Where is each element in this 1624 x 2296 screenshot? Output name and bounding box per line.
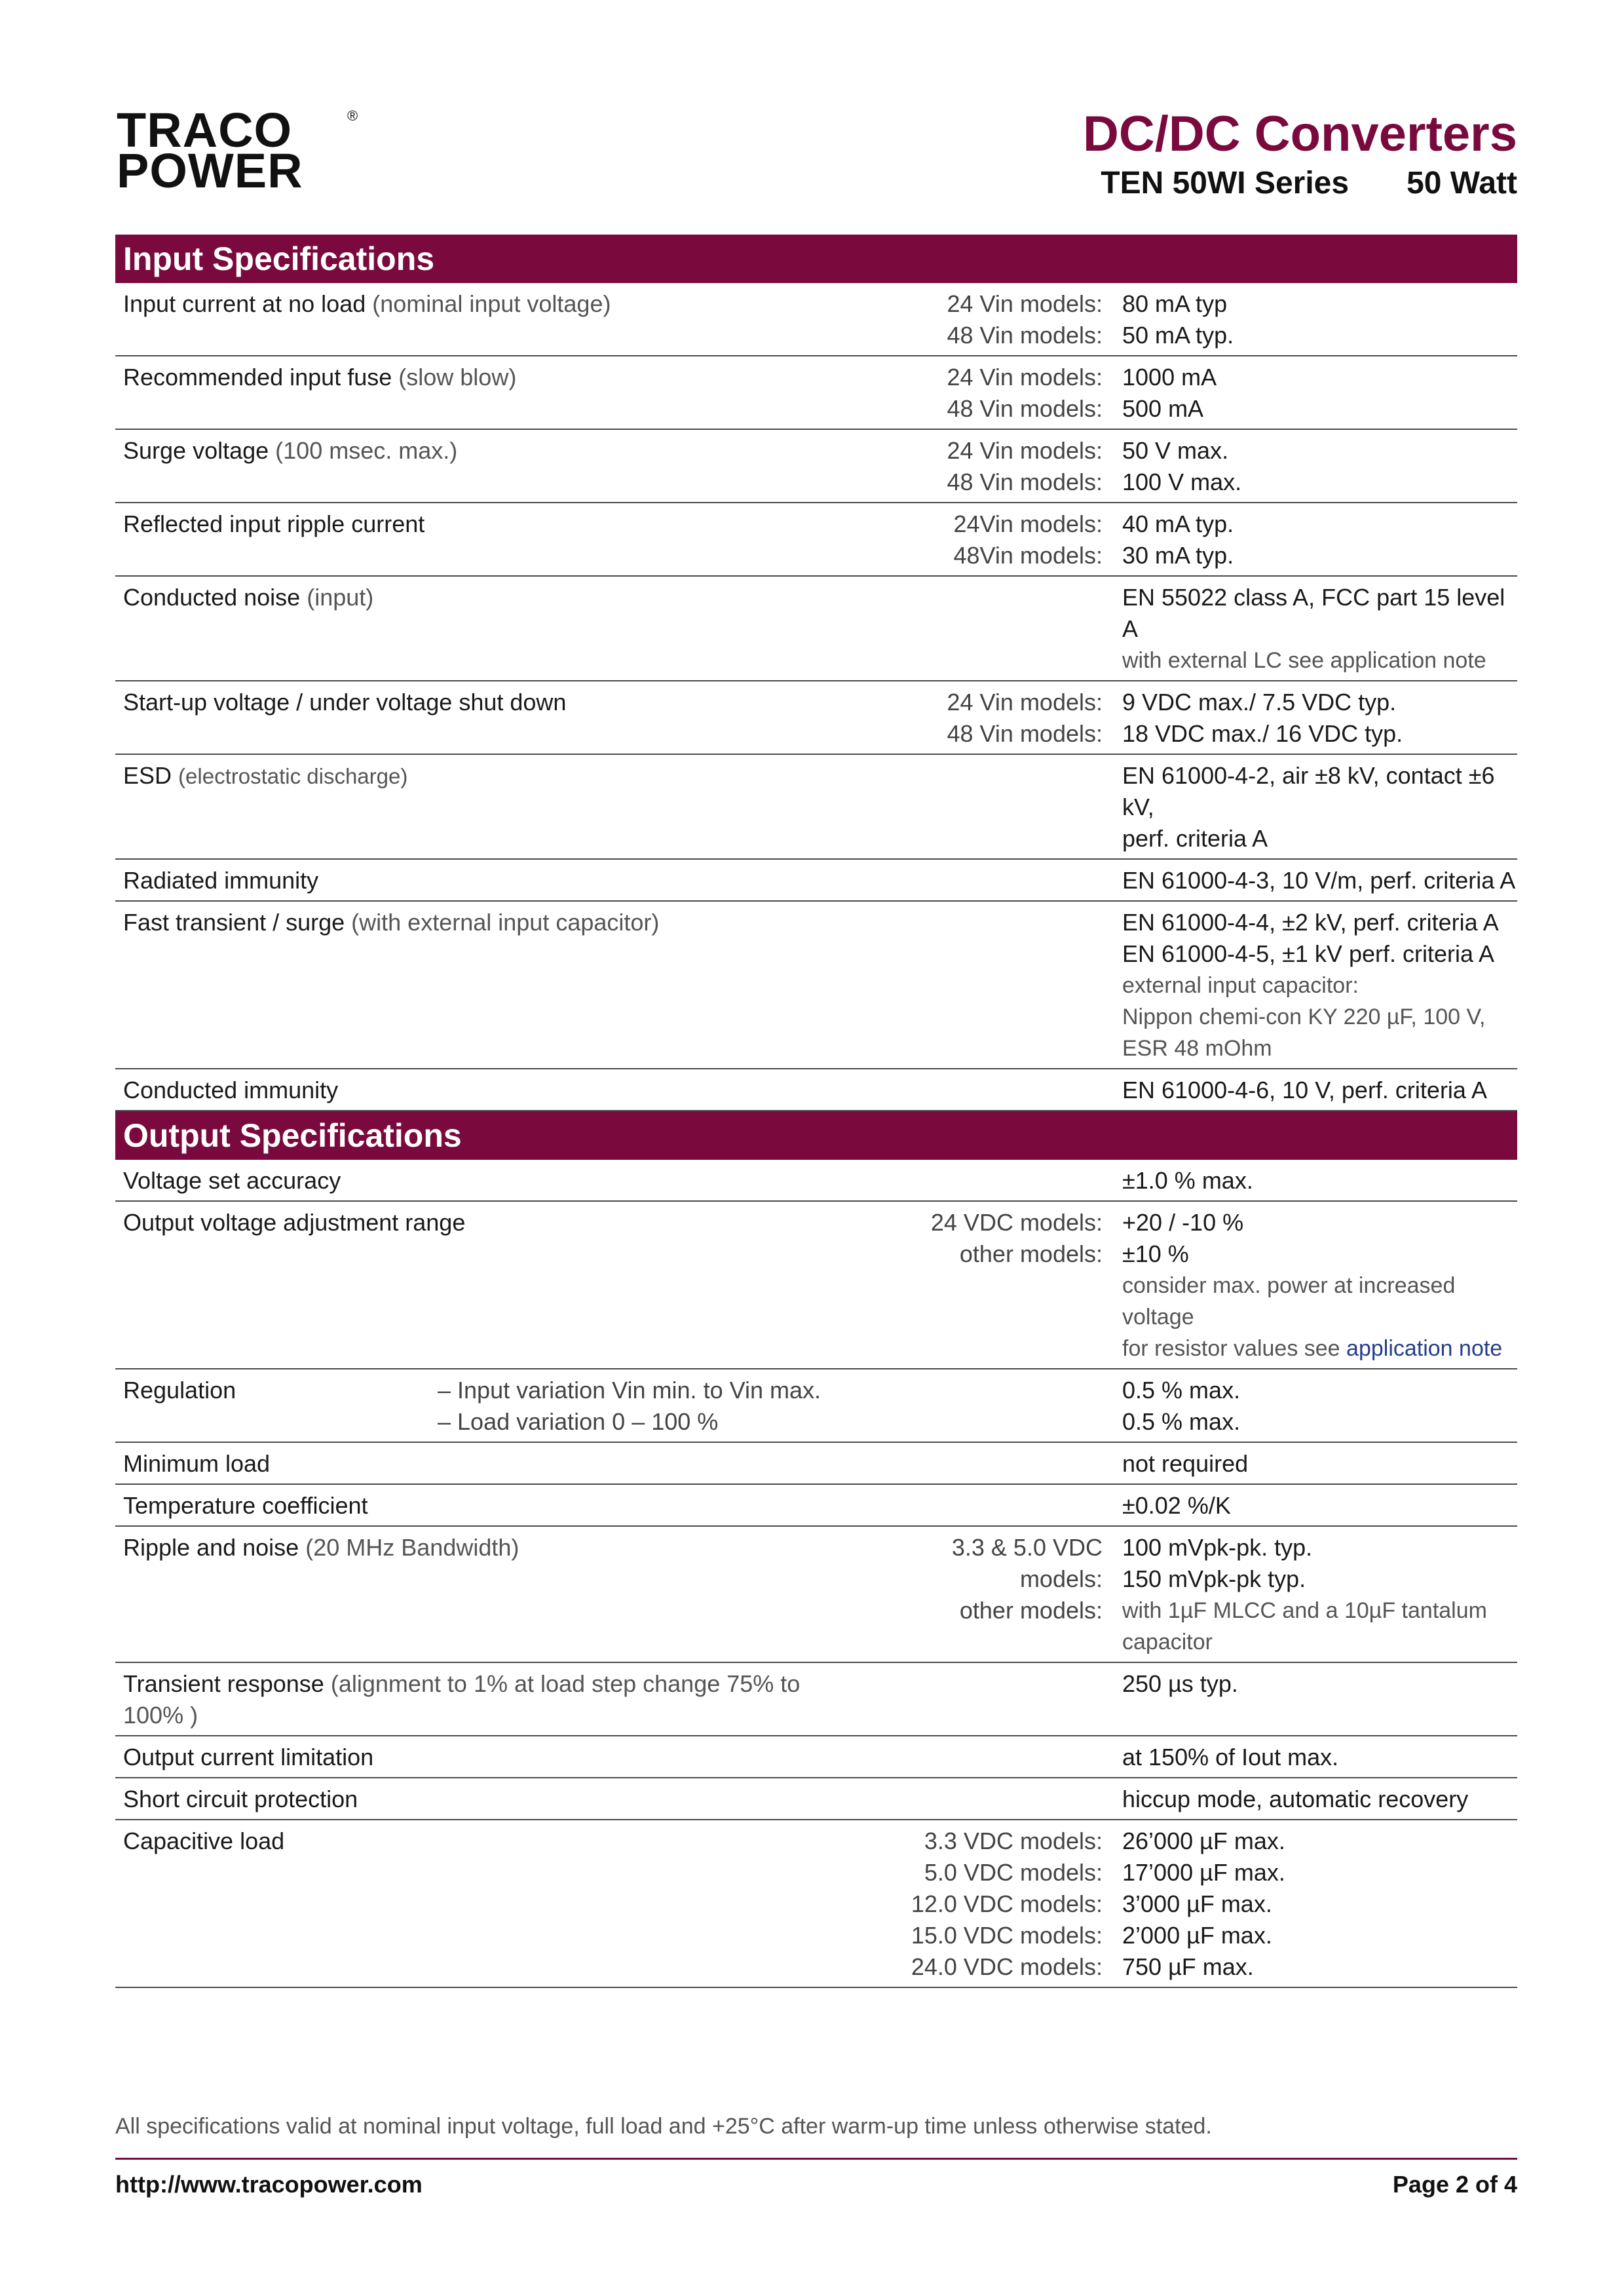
- spec-value: [1103, 760, 1517, 854]
- value-line: 9 VDC max./ 7.5 VDC typ.: [1122, 689, 1397, 716]
- value-line: 50 mA typ.: [1122, 322, 1234, 349]
- parameter-name: ESD: [123, 762, 172, 789]
- parameter-name: Surge voltage: [123, 437, 269, 464]
- parameter-name: Start-up voltage / under voltage shut down: [123, 689, 567, 716]
- condition-label: other models:: [959, 1597, 1103, 1624]
- spec-row: [115, 1160, 1517, 1202]
- spec-row: [115, 1369, 1517, 1443]
- value-note: with external LC see application note: [1122, 648, 1486, 673]
- spec-condition: [863, 362, 1103, 425]
- spec-parameter: [115, 687, 863, 750]
- condition-label: 24 VDC models:: [930, 1209, 1103, 1236]
- value-line: 26’000 µF max.: [1122, 1827, 1285, 1854]
- parameter-name: Ripple and noise: [123, 1534, 299, 1561]
- spec-value: [1103, 1742, 1517, 1773]
- parameter-note: (100 msec. max.): [275, 437, 458, 464]
- spec-value: [1103, 1165, 1517, 1196]
- parameter-name: Voltage set accuracy: [123, 1167, 341, 1194]
- spec-value: [1103, 435, 1517, 498]
- input-spec-rows: [115, 283, 1517, 1111]
- value-line: 750 µF max.: [1122, 1953, 1254, 1980]
- traco-power-logo: [117, 103, 358, 198]
- spec-row: [115, 1443, 1517, 1485]
- spec-condition: [863, 1075, 1103, 1106]
- parameter-name: Minimum load: [123, 1450, 271, 1477]
- spec-row: [115, 430, 1517, 503]
- condition-label: 15.0 VDC models:: [911, 1922, 1103, 1949]
- spec-condition: [863, 1532, 1103, 1658]
- condition-label: 24 Vin models:: [947, 290, 1103, 317]
- spec-condition: [863, 1207, 1103, 1364]
- application-note-link[interactable]: application note: [1346, 1336, 1503, 1361]
- spec-condition: [863, 865, 1103, 896]
- spec-value: [1103, 508, 1517, 571]
- condition-label: 5.0 VDC models:: [924, 1859, 1103, 1886]
- spec-condition: [863, 907, 1103, 1064]
- spec-parameter: [115, 362, 863, 425]
- spec-row: [115, 1069, 1517, 1111]
- spec-parameter: [115, 1668, 863, 1731]
- spec-row: [115, 1485, 1517, 1527]
- spec-condition: [863, 1826, 1103, 1983]
- spec-row: [115, 1736, 1517, 1778]
- spec-condition: [863, 435, 1103, 498]
- regulation-conditions: [438, 1375, 1103, 1438]
- condition-label: 24 Vin models:: [947, 437, 1103, 464]
- footer-divider: [115, 2158, 1517, 2160]
- footnote: All specifications valid at nominal input voltage, full load and +25°C after warm-up time unless otherwise stated.: [115, 2114, 1212, 2139]
- value-line: ±10 %: [1122, 1240, 1189, 1267]
- value-line: EN 61000-4-3, 10 V/m, perf. criteria A: [1122, 867, 1516, 894]
- spec-condition: [863, 1784, 1103, 1815]
- value-line: EN 61000-4-5, ±1 kV perf. criteria A: [1122, 940, 1495, 967]
- logo-line-1: TRACO: [117, 103, 293, 157]
- spec-condition: [863, 1448, 1103, 1480]
- spec-parameter: [115, 1784, 863, 1815]
- parameter-name: Temperature coefficient: [123, 1492, 368, 1519]
- value-line: ±1.0 % max.: [1122, 1167, 1253, 1194]
- value-line: 3’000 µF max.: [1122, 1890, 1272, 1917]
- regulation-condition: – Load variation 0 – 100 %: [438, 1408, 719, 1435]
- value-line: hiccup mode, automatic recovery: [1122, 1786, 1469, 1812]
- spec-parameter: [115, 1826, 863, 1983]
- spec-condition: [863, 687, 1103, 750]
- parameter-note: (slow blow): [398, 364, 517, 391]
- spec-value: [1103, 1375, 1517, 1438]
- value-note: consider max. power at increased voltage: [1122, 1273, 1456, 1330]
- spec-row: [115, 356, 1517, 430]
- spec-row: [115, 503, 1517, 577]
- parameter-name: Short circuit protection: [123, 1786, 358, 1812]
- value-line: +20 / -10 %: [1122, 1209, 1244, 1236]
- spec-value: [1103, 865, 1517, 896]
- section-heading-output: Output Specifications: [115, 1111, 1517, 1160]
- value-line: 100 mVpk-pk. typ.: [1122, 1534, 1313, 1561]
- spec-value: [1103, 1826, 1517, 1983]
- spec-value: [1103, 1668, 1517, 1731]
- parameter-name: Capacitive load: [123, 1827, 285, 1854]
- spec-value: [1103, 288, 1517, 351]
- value-line: at 150% of Iout max.: [1122, 1744, 1339, 1770]
- parameter-name: Output current limitation: [123, 1744, 374, 1770]
- spec-parameter: [115, 865, 863, 896]
- value-note: with 1µF MLCC and a 10µF tantalum capacitor: [1122, 1598, 1487, 1655]
- value-line: 0.5 % max.: [1122, 1408, 1241, 1435]
- spec-parameter: [115, 435, 863, 498]
- value-note-with-link: [1122, 1333, 1517, 1364]
- document-title: DC/DC Converters: [1082, 106, 1517, 162]
- value-line: 250 µs typ.: [1122, 1670, 1238, 1697]
- spec-value: [1103, 687, 1517, 750]
- spec-row: [115, 1820, 1517, 1988]
- spec-parameter: [115, 288, 863, 351]
- spec-condition: [863, 1490, 1103, 1521]
- parameter-name: Reflected input ripple current: [123, 510, 425, 537]
- spec-parameter: [115, 1075, 863, 1106]
- parameter-note: (input): [307, 584, 374, 611]
- spec-value: [1103, 1784, 1517, 1815]
- value-line: 1000 mA: [1122, 364, 1217, 391]
- document-header: [1083, 105, 1517, 203]
- spec-condition: [863, 288, 1103, 351]
- value-line: EN 55022 class A, FCC part 15 level A: [1122, 584, 1505, 642]
- condition-label: 24.0 VDC models:: [911, 1953, 1103, 1980]
- spec-parameter: [115, 1165, 863, 1196]
- spec-row: [115, 577, 1517, 681]
- value-line: 40 mA typ.: [1122, 510, 1234, 537]
- regulation-condition: – Input variation Vin min. to Vin max.: [438, 1377, 821, 1404]
- value-line: 0.5 % max.: [1122, 1377, 1241, 1404]
- parameter-note: (nominal input voltage): [372, 290, 611, 317]
- parameter-name: Recommended input fuse: [123, 364, 392, 391]
- logo-line-2: POWER: [117, 144, 303, 198]
- condition-label: 12.0 VDC models:: [911, 1890, 1103, 1917]
- value-line: 100 V max.: [1122, 469, 1242, 495]
- spec-parameter: [115, 508, 863, 571]
- value-note: external input capacitor:: [1122, 973, 1359, 998]
- value-line: ±0.02 %/K: [1122, 1492, 1231, 1519]
- spec-table: [115, 235, 1517, 1988]
- value-line: 17’000 µF max.: [1122, 1859, 1285, 1886]
- condition-label: 3.3 VDC models:: [924, 1827, 1103, 1854]
- spec-parameter: [115, 1742, 863, 1773]
- spec-condition: [863, 508, 1103, 571]
- spec-condition: [863, 1165, 1103, 1196]
- condition-label: other models:: [959, 1240, 1103, 1267]
- series-line: [1083, 164, 1517, 203]
- condition-label: 48 Vin models:: [947, 469, 1103, 495]
- section-heading-input: Input Specifications: [115, 235, 1517, 283]
- link-prefix: for resistor values see: [1122, 1336, 1347, 1361]
- spec-parameter: [115, 1490, 863, 1521]
- spec-value: [1103, 1207, 1517, 1364]
- spec-row: [115, 1778, 1517, 1820]
- spec-row: [115, 681, 1517, 755]
- spec-parameter: [115, 760, 863, 854]
- condition-label: 48 Vin models:: [947, 395, 1103, 422]
- spec-parameter: [115, 1375, 438, 1438]
- spec-row: [115, 283, 1517, 356]
- condition-label: 24Vin models:: [953, 510, 1103, 537]
- parameter-name: Fast transient / surge: [123, 909, 345, 936]
- power-rating: 50 Watt: [1407, 166, 1517, 201]
- series-name: TEN 50WI Series: [1101, 166, 1350, 201]
- condition-label: 24 Vin models:: [947, 689, 1103, 716]
- value-line: 80 mA typ: [1122, 290, 1228, 317]
- spec-condition: [863, 582, 1103, 676]
- condition-label: 48 Vin models:: [947, 720, 1103, 747]
- spec-parameter: [115, 907, 863, 1064]
- spec-value: [1103, 1532, 1517, 1658]
- spec-row: [115, 860, 1517, 902]
- parameter-name: Output voltage adjustment range: [123, 1209, 466, 1236]
- value-line: 18 VDC max./ 16 VDC typ.: [1122, 720, 1403, 747]
- output-spec-rows: [115, 1160, 1517, 1988]
- value-line: EN 61000-4-6, 10 V, perf. criteria A: [1122, 1077, 1487, 1103]
- condition-label: 24 Vin models:: [947, 364, 1103, 391]
- spec-value: [1103, 907, 1517, 1064]
- spec-value: [1103, 582, 1517, 676]
- condition-label: 3.3 & 5.0 VDC models:: [951, 1534, 1103, 1592]
- spec-condition: [863, 760, 1103, 854]
- value-note: Nippon chemi-con KY 220 µF, 100 V, ESR 48 mOhm: [1122, 1004, 1486, 1061]
- spec-parameter: [115, 1207, 863, 1364]
- spec-row: [115, 1527, 1517, 1663]
- registered-mark: ®: [347, 107, 358, 124]
- page-number: Page 2 of 4: [1392, 2171, 1517, 2198]
- value-line: 30 mA typ.: [1122, 542, 1234, 569]
- parameter-name: Regulation: [123, 1377, 236, 1404]
- value-line: EN 61000-4-4, ±2 kV, perf. criteria A: [1122, 909, 1499, 936]
- parameter-name: Conducted immunity: [123, 1077, 339, 1103]
- value-line: 50 V max.: [1122, 437, 1229, 464]
- parameter-name: Radiated immunity: [123, 867, 319, 894]
- parameter-name: Transient response: [123, 1670, 324, 1697]
- spec-condition: [863, 1668, 1103, 1731]
- spec-row: [115, 902, 1517, 1069]
- spec-parameter: [115, 1532, 863, 1658]
- spec-row: [115, 1663, 1517, 1736]
- spec-parameter: [115, 1448, 863, 1480]
- value-line: 150 mVpk-pk typ.: [1122, 1565, 1306, 1592]
- spec-value: [1103, 1448, 1517, 1480]
- spec-value: [1103, 1490, 1517, 1521]
- parameter-name: Conducted noise: [123, 584, 301, 611]
- parameter-note: (electrostatic discharge): [178, 764, 408, 788]
- spec-value: [1103, 1075, 1517, 1106]
- spec-parameter: [115, 582, 863, 676]
- parameter-note: (with external input capacitor): [351, 909, 660, 936]
- condition-label: 48 Vin models:: [947, 322, 1103, 349]
- spec-value: [1103, 362, 1517, 425]
- footer-url-link[interactable]: http://www.tracopower.com: [115, 2171, 423, 2198]
- parameter-name: Input current at no load: [123, 290, 366, 317]
- spec-row: [115, 1202, 1517, 1369]
- spec-row: [115, 755, 1517, 860]
- value-line: 2’000 µF max.: [1122, 1922, 1272, 1949]
- spec-condition: [863, 1742, 1103, 1773]
- parameter-note: (20 MHz Bandwidth): [305, 1534, 519, 1561]
- condition-label: 48Vin models:: [953, 542, 1103, 569]
- parameter-note: (alignment to 1% at load step change 75% to 100% ): [123, 1670, 801, 1729]
- value-line: not required: [1122, 1450, 1249, 1477]
- value-line: perf. criteria A: [1122, 825, 1268, 852]
- value-line: 500 mA: [1122, 395, 1204, 422]
- value-line: EN 61000-4-2, air ±8 kV, contact ±6 kV,: [1122, 762, 1495, 820]
